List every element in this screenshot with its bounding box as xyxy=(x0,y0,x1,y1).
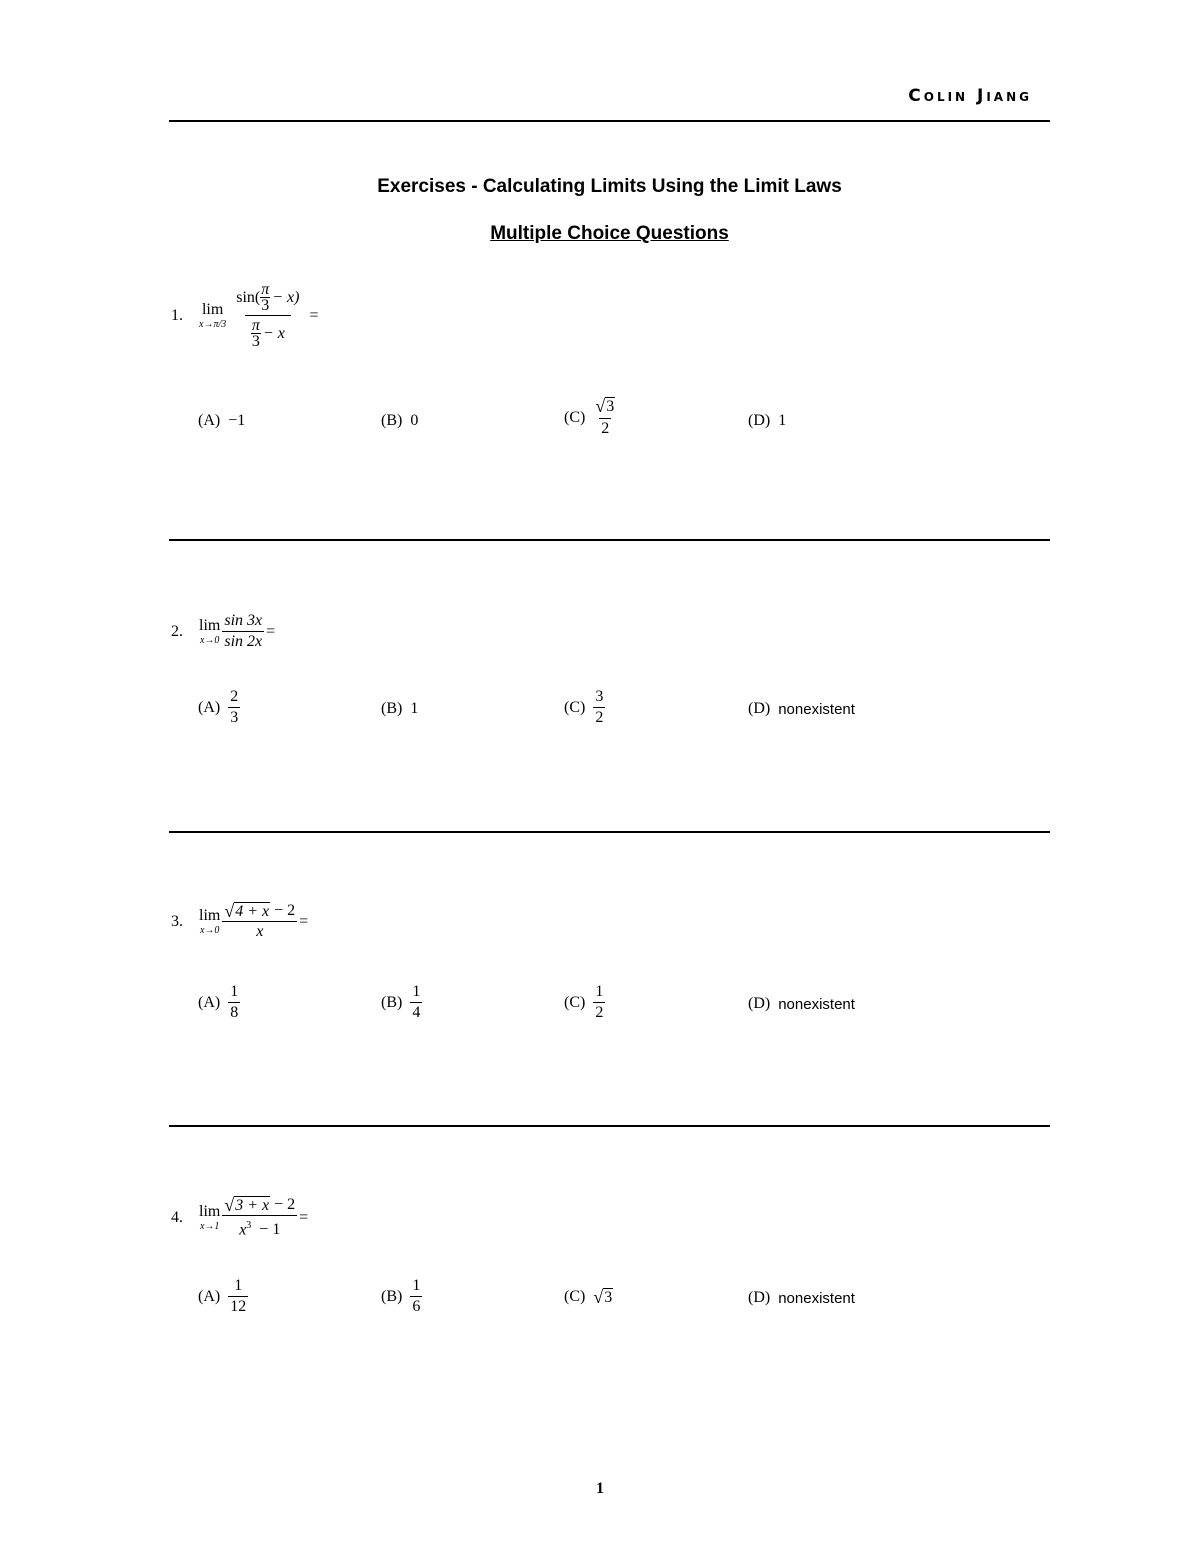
question-1: 1. lim x→π/3 sin( $\frac{\pi}{3}$ − x) $\frac{\pi}{3}$ − x = xyxy=(171,281,319,350)
question-divider xyxy=(169,539,1050,541)
choice-3c[interactable]: (C) $\frac{1}{2}$ xyxy=(564,983,604,1021)
question-divider xyxy=(169,1125,1050,1127)
limit-operator: lim x→π/3 xyxy=(199,300,227,330)
choice-4b[interactable]: (B) $\frac{1}{6}$ xyxy=(381,1277,421,1315)
choice-2b[interactable]: (B) 1 xyxy=(381,700,419,717)
question-divider xyxy=(169,831,1050,833)
header-author: Colin Jiang xyxy=(908,86,1032,106)
choice-3a[interactable]: (A) $\frac{1}{8}$ xyxy=(198,983,239,1021)
choice-1b[interactable]: (B) 0 xyxy=(381,412,419,429)
choice-3b[interactable]: (B) $\frac{1}{4}$ xyxy=(381,983,421,1021)
limit-expression: √ 4 + x − 2 x xyxy=(224,901,296,940)
choice-1a[interactable]: (A) −1 xyxy=(198,412,246,429)
limit-expression: sin( $\frac{\pi}{3}$ − x) $\frac{\pi}{3}$ − x xyxy=(236,281,300,350)
limit-operator: lim x→0 xyxy=(199,616,221,646)
limit-expression: $\frac{\sin 3x}{\sin 2x}$ xyxy=(224,612,263,650)
question-3: 3. lim x→0 √ 4 + x − 2 x = xyxy=(171,901,309,940)
choice-1d[interactable]: (D) 1 xyxy=(748,412,787,429)
choice-1c[interactable]: (C) √ 3 2 xyxy=(564,396,615,437)
question-number: 3. xyxy=(171,912,183,930)
question-number: 1. xyxy=(171,306,183,324)
page-title: Exercises - Calculating Limits Using the Limit Laws xyxy=(377,176,842,197)
limit-operator: lim x→1 xyxy=(199,1202,221,1232)
choice-2c[interactable]: (C) $\frac{3}{2}$ xyxy=(564,688,604,726)
choice-2a[interactable]: (A) $\frac{2}{3}$ xyxy=(198,688,239,726)
choice-3d[interactable]: (D) nonexistent xyxy=(748,995,855,1013)
question-4: 4. lim x→1 √ 3 + x − 2 $x^3 - 1$ = xyxy=(171,1195,309,1239)
limit-operator: lim x→0 xyxy=(199,906,221,936)
choice-2d[interactable]: (D) nonexistent xyxy=(748,700,855,718)
page-subtitle: Multiple Choice Questions xyxy=(490,223,729,244)
question-2: 2. lim x→0 $\frac{\sin 3x}{\sin 2x}$ = xyxy=(171,612,276,650)
header-divider xyxy=(169,120,1050,122)
choice-4a[interactable]: (A) $\frac{1}{12}$ xyxy=(198,1277,247,1315)
choice-4d[interactable]: (D) nonexistent xyxy=(748,1289,855,1307)
page-number: 1 xyxy=(596,1480,604,1497)
question-number: 4. xyxy=(171,1208,183,1226)
choice-4c[interactable]: (C) √ 3 xyxy=(564,1287,613,1307)
question-number: 2. xyxy=(171,622,183,640)
limit-expression: √ 3 + x − 2 $x^3 - 1$ xyxy=(224,1195,296,1239)
